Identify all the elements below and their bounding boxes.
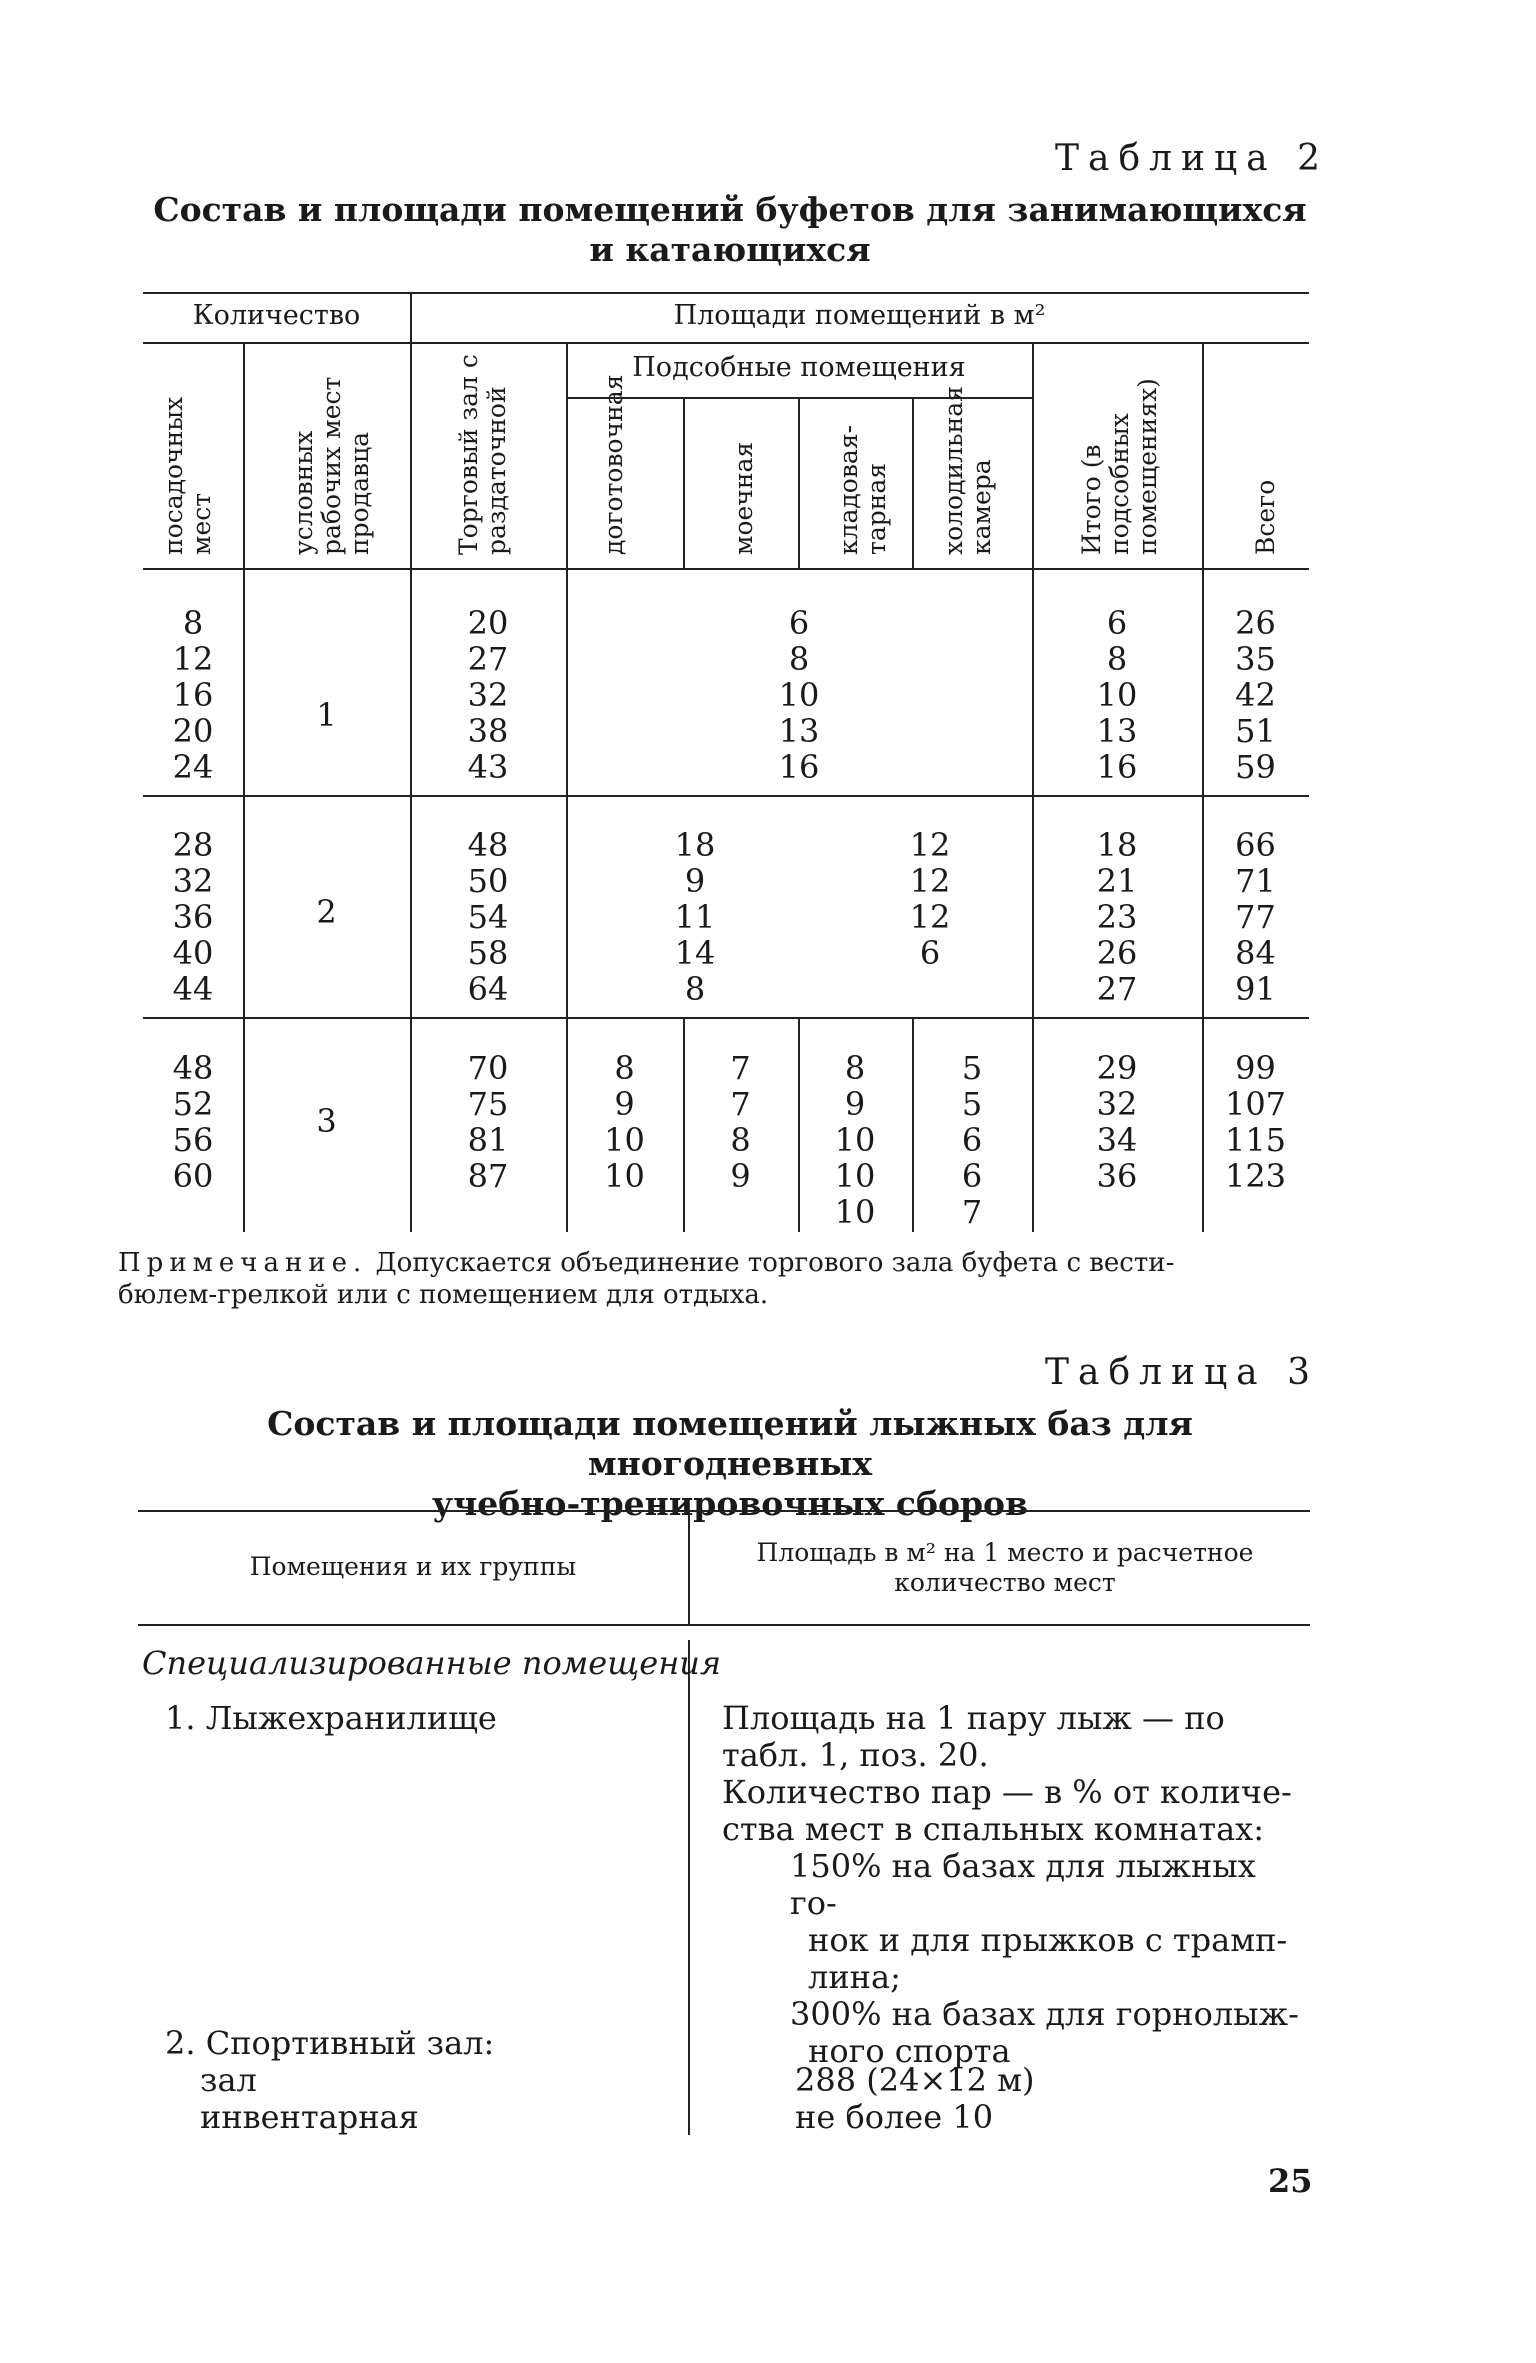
table2-top-rule <box>143 292 1309 294</box>
table3-header-right-line1: Площадь в м² на 1 место и расчетное <box>756 1538 1254 1567</box>
item1-line: Количество пар — в % от количе- <box>722 1773 1292 1811</box>
table2-group2-rule <box>143 1017 1309 1019</box>
table3-header-left: Помещения и их группы <box>249 1552 577 1581</box>
table2-group1-rule <box>143 795 1309 797</box>
cell: 87 <box>467 1157 509 1195</box>
header-auxiliary: Подсобные помещения <box>632 352 966 383</box>
group2-aux-b <box>855 827 1005 971</box>
cell: 34 <box>1096 1121 1138 1159</box>
cell: 6 <box>961 1157 983 1195</box>
cell: 32 <box>467 676 509 714</box>
cell: 20 <box>467 604 509 642</box>
cell: 71 <box>1235 862 1276 900</box>
cell: 26 <box>1235 604 1276 642</box>
item1-line: ства мест в спальных комнатах: <box>722 1810 1264 1848</box>
table2-vline <box>243 342 245 1232</box>
header-aux-total: Итого (в подсобных помещениях) <box>1077 378 1162 555</box>
cell: 20 <box>172 712 214 750</box>
group1-total <box>1202 605 1309 785</box>
header-trade-hall: Торговый зал с раздаточной <box>454 354 511 555</box>
item2-value1: 288 (24×12 м) <box>795 2061 1035 2099</box>
group3-aux-total <box>1032 1050 1202 1194</box>
header-storage: кладовая-тарная <box>834 424 891 555</box>
cell: 10 <box>778 676 820 714</box>
group2-trade-hall <box>410 827 566 1007</box>
table3-header-rule <box>138 1624 1310 1626</box>
item2-value2: не более 10 <box>795 2098 994 2136</box>
header-cold: холодильная камера <box>939 386 996 555</box>
cell: 77 <box>1235 898 1276 936</box>
table2-header-rule <box>143 342 1309 344</box>
cell: 6 <box>961 1121 983 1159</box>
cell: 18 <box>1096 826 1138 864</box>
item2-label: 2. Спортивный зал: <box>165 2024 495 2062</box>
group3-washing <box>683 1050 798 1194</box>
cell: 44 <box>172 970 214 1008</box>
cell: 13 <box>778 712 820 750</box>
cell: 6 <box>788 604 810 642</box>
item1-description <box>722 1700 1322 1848</box>
header-seats: посадочных мест <box>159 396 216 555</box>
table3-top-rule <box>138 1510 1310 1512</box>
cell: 16 <box>778 748 820 786</box>
group3-workplaces: 3 <box>316 1102 337 1140</box>
cell: 27 <box>1096 970 1138 1008</box>
cell: 7 <box>961 1193 983 1231</box>
group2-aux-a <box>620 827 770 1007</box>
group1-workplaces: 1 <box>316 696 337 734</box>
group3-prep <box>566 1050 683 1194</box>
cell: 42 <box>1235 676 1276 714</box>
item2-sub2: инвентарная <box>200 2098 419 2136</box>
table2-vline <box>683 397 685 568</box>
cell: 8 <box>844 1049 866 1087</box>
cell: 6 <box>1106 604 1128 642</box>
cell: 9 <box>844 1085 866 1123</box>
cell: 32 <box>172 862 214 900</box>
cell: 36 <box>172 898 214 936</box>
cell: 16 <box>1096 748 1138 786</box>
table3-title-line2: учебно-тренировочных сборов <box>432 1484 1028 1523</box>
cell: 35 <box>1235 640 1276 678</box>
cell: 8 <box>614 1049 635 1087</box>
cell: 27 <box>467 640 509 678</box>
cell: 8 <box>684 970 706 1008</box>
cell: 9 <box>730 1157 751 1195</box>
table3-vline <box>688 1640 690 2135</box>
cell: 36 <box>1096 1157 1138 1195</box>
cell: 58 <box>467 934 509 972</box>
table2-vline <box>798 397 800 568</box>
cell: 38 <box>467 712 509 750</box>
cell: 5 <box>961 1085 983 1123</box>
cell: 54 <box>467 898 509 936</box>
cell: 84 <box>1235 934 1276 972</box>
cell: 13 <box>1096 712 1138 750</box>
table2-caption: Таблица 2 <box>1055 138 1329 179</box>
table3-title <box>150 1404 1310 1524</box>
cell: 7 <box>730 1085 751 1123</box>
group3-trade-hall <box>410 1050 566 1194</box>
cell: 9 <box>684 862 706 900</box>
cell: 91 <box>1235 970 1276 1008</box>
cell: 23 <box>1096 898 1138 936</box>
cell: 12 <box>909 898 951 936</box>
table2-note <box>118 1247 1318 1311</box>
cell: 10 <box>834 1157 876 1195</box>
cell: 99 <box>1235 1049 1276 1087</box>
table2-body-rule <box>143 568 1309 570</box>
table3-header-right-line2: количество мест <box>894 1568 1116 1597</box>
cell: 26 <box>1096 934 1138 972</box>
item1-sub-line: 150% на базах для лыжных го- <box>790 1847 1256 1922</box>
table2-vline <box>912 397 914 568</box>
cell: 40 <box>172 934 214 972</box>
table3-title-line1: Состав и площади помещений лыжных баз для многодневных <box>267 1404 1193 1483</box>
cell: 6 <box>919 934 941 972</box>
cell: 59 <box>1235 748 1276 786</box>
group3-cold <box>912 1050 1032 1230</box>
group1-seats <box>143 605 243 785</box>
page-number: 25 <box>1268 2162 1313 2200</box>
item1-sub-line: лина; <box>808 1958 901 1996</box>
group2-seats <box>143 827 243 1007</box>
table2-title-line1: Состав и площади помещений буфетов для занимающихся <box>153 190 1307 229</box>
cell: 8 <box>182 604 204 642</box>
item2-sub1: зал <box>200 2061 257 2099</box>
cell: 10 <box>604 1121 645 1159</box>
group2-workplaces: 2 <box>316 893 337 931</box>
cell: 16 <box>172 676 214 714</box>
group3-seats <box>143 1050 243 1194</box>
cell: 60 <box>172 1157 214 1195</box>
cell: 43 <box>467 748 509 786</box>
header-prep: доготовочная <box>599 374 628 555</box>
header-quantity: Количество <box>192 300 361 331</box>
note-text: Допускается объединение торгового зала буфета с вести- <box>367 1248 1175 1278</box>
group3-total <box>1202 1050 1309 1194</box>
table3-caption: Таблица 3 <box>1045 1352 1319 1393</box>
cell: 9 <box>614 1085 635 1123</box>
cell: 24 <box>172 748 214 786</box>
cell: 14 <box>674 934 716 972</box>
group2-aux-total <box>1032 827 1202 1007</box>
cell: 10 <box>604 1157 645 1195</box>
group1-aux-total <box>1032 605 1202 785</box>
item1-sub-description <box>790 1848 1310 2070</box>
table3-header-right <box>700 1538 1310 1598</box>
header-total: Всего <box>1251 479 1280 555</box>
cell: 32 <box>1096 1085 1138 1123</box>
table3-vline <box>688 1510 690 1624</box>
cell: 56 <box>172 1121 214 1159</box>
item1-line: табл. 1, поз. 20. <box>722 1736 989 1774</box>
cell: 107 <box>1224 1085 1287 1123</box>
cell: 66 <box>1235 826 1276 864</box>
cell: 123 <box>1224 1157 1287 1195</box>
table2-title-line2: и катающихся <box>589 230 871 269</box>
cell: 18 <box>674 826 716 864</box>
cell: 8 <box>1106 640 1128 678</box>
cell: 5 <box>961 1049 983 1087</box>
cell: 115 <box>1224 1121 1287 1159</box>
cell: 75 <box>467 1085 509 1123</box>
group1-trade-hall <box>410 605 566 785</box>
header-washing: моечная <box>729 441 758 555</box>
cell: 50 <box>467 862 509 900</box>
note-text-line2: бюлем-грелкой или с помещением для отдыха. <box>118 1280 769 1310</box>
cell: 21 <box>1096 862 1138 900</box>
cell: 10 <box>834 1121 876 1159</box>
cell: 12 <box>909 862 951 900</box>
group1-auxiliary <box>566 605 1032 785</box>
item1-label: 1. Лыжехранилище <box>165 1699 497 1737</box>
item1-sub-line: 300% на базах для горнолыж- <box>790 1995 1299 2033</box>
cell: 29 <box>1096 1049 1138 1087</box>
cell: 48 <box>172 1049 214 1087</box>
item1-sub-line: ного спорта <box>808 2032 1011 2070</box>
cell: 10 <box>834 1193 876 1231</box>
cell: 51 <box>1235 712 1276 750</box>
item1-line: Площадь на 1 пару лыж — по <box>722 1699 1225 1737</box>
cell: 8 <box>730 1121 751 1159</box>
cell: 11 <box>674 898 716 936</box>
cell: 10 <box>1096 676 1138 714</box>
cell: 12 <box>172 640 214 678</box>
group2-total <box>1202 827 1309 1007</box>
item1-sub-line: нок и для прыжков с трамп- <box>808 1921 1288 1959</box>
cell: 64 <box>467 970 509 1008</box>
table2-title <box>150 190 1310 270</box>
cell: 28 <box>172 826 214 864</box>
note-label: Примечание. <box>118 1248 368 1278</box>
cell: 81 <box>467 1121 509 1159</box>
cell: 70 <box>467 1049 509 1087</box>
header-workplaces: условных рабочих мест продавца <box>289 376 374 555</box>
section-specialized: Специализированные помещения <box>142 1644 722 1682</box>
cell: 48 <box>467 826 509 864</box>
cell: 12 <box>909 826 951 864</box>
group3-storage <box>798 1050 912 1230</box>
cell: 52 <box>172 1085 214 1123</box>
cell: 7 <box>730 1049 751 1087</box>
header-areas: Площади помещений в м² <box>673 300 1046 331</box>
cell: 8 <box>788 640 810 678</box>
